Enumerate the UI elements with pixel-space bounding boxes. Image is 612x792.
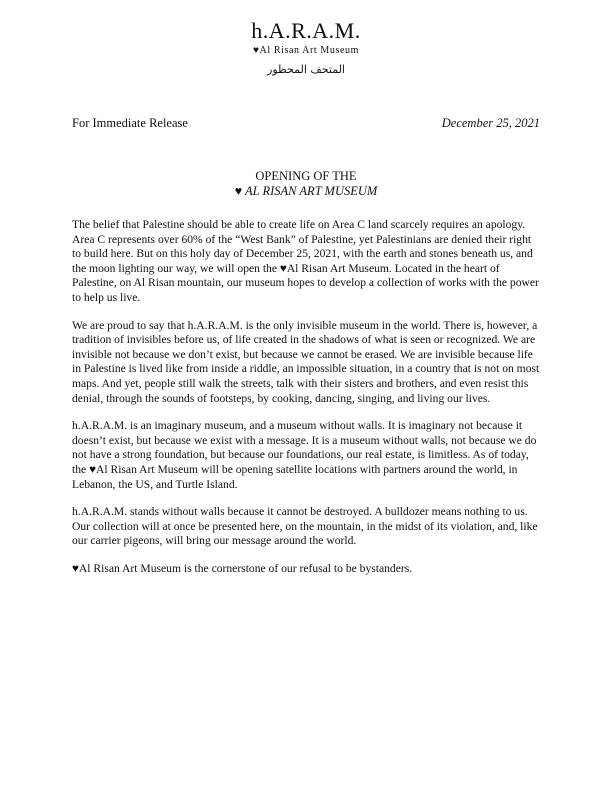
press-release-body bbox=[72, 218, 542, 589]
paragraph-5 bbox=[72, 562, 542, 577]
heart-icon: ♥ bbox=[89, 462, 96, 476]
museum-logo-title: h.A.R.A.M. bbox=[251, 18, 361, 43]
museum-name: Al Risan Art Museum bbox=[259, 45, 359, 56]
heart-icon: ♥ bbox=[252, 45, 260, 56]
title-line-2 bbox=[0, 184, 612, 199]
arabic-name: المتحف المحظور bbox=[267, 63, 345, 76]
paragraph-3 bbox=[72, 419, 542, 492]
release-date: December 25, 2021 bbox=[441, 116, 540, 130]
museum-logo-subtitle bbox=[0, 45, 612, 57]
document-title bbox=[0, 169, 612, 198]
paragraph-3-text-b: Al Risan Art Museum will be opening satellite locations with partners around the world, in Lebanon, the US, and Turtle Island. bbox=[72, 462, 518, 491]
heart-icon: ♥ bbox=[279, 261, 287, 275]
letterhead bbox=[0, 18, 612, 77]
paragraph-5-text: Al Risan Art Museum is the cornerstone of our refusal to be bystanders. bbox=[78, 561, 413, 575]
title-museum-name: AL RISAN ART MUSEUM bbox=[245, 183, 378, 198]
heart-icon: ♥ bbox=[234, 183, 243, 198]
title-line-1: OPENING OF THE bbox=[255, 169, 357, 183]
paragraph-1 bbox=[72, 218, 542, 306]
paragraph-1-text-a: The belief that Palestine should be able to create life on Area C land scarcely requires an apology. Area C represents over 60% of the “West Bank” of Palestine, yet Palestinians are denied their right to build here. But on this holy day of December 25, 2021, with the earth and stones beneath us, and the moon lighting our way, we will open the bbox=[72, 218, 533, 275]
paragraph-2: We are proud to say that h.A.R.A.M. is the only invisible museum in the world. There is, however, a tradition of invisibles before us, of life created in the shadows of what is seen or recognized. We are invisible not because we don’t exist, but because we cannot be erased. We are invisible because life in Palestine is lived like from inside a riddle, an impossible situation, in a country that is not on most maps. And yet, people still walk the streets, talk with their sisters and brothers, and even resist this denial, through the sounds of footsteps, by cooking, dancing, singing, and living our lives. bbox=[72, 318, 540, 405]
heart-icon: ♥ bbox=[72, 561, 79, 575]
paragraph-4: h.A.R.A.M. stands without walls because it cannot be destroyed. A bulldozer means nothing to us. Our collection will at once be presented here, on the mountain, in the midst of its violation, and, like our carrier pigeons, will bring our message around the world. bbox=[72, 505, 538, 548]
paragraph-3-text-a: h.A.R.A.M. is an imaginary museum, and a museum without walls. It is imaginary not because it doesn’t exist, but because we exist with a message. It is a museum without walls, not because we do not have a strong foundation, but because our foundations, our real estate, is limitless. As of today, the bbox=[72, 419, 537, 476]
release-label: For Immediate Release bbox=[72, 116, 188, 130]
paragraph-1-text-b: Al Risan Art Museum. Located in the heart of Palestine, on Al Risan mountain, our museum hopes to develop a collection of works with the power to help us live. bbox=[72, 261, 539, 304]
